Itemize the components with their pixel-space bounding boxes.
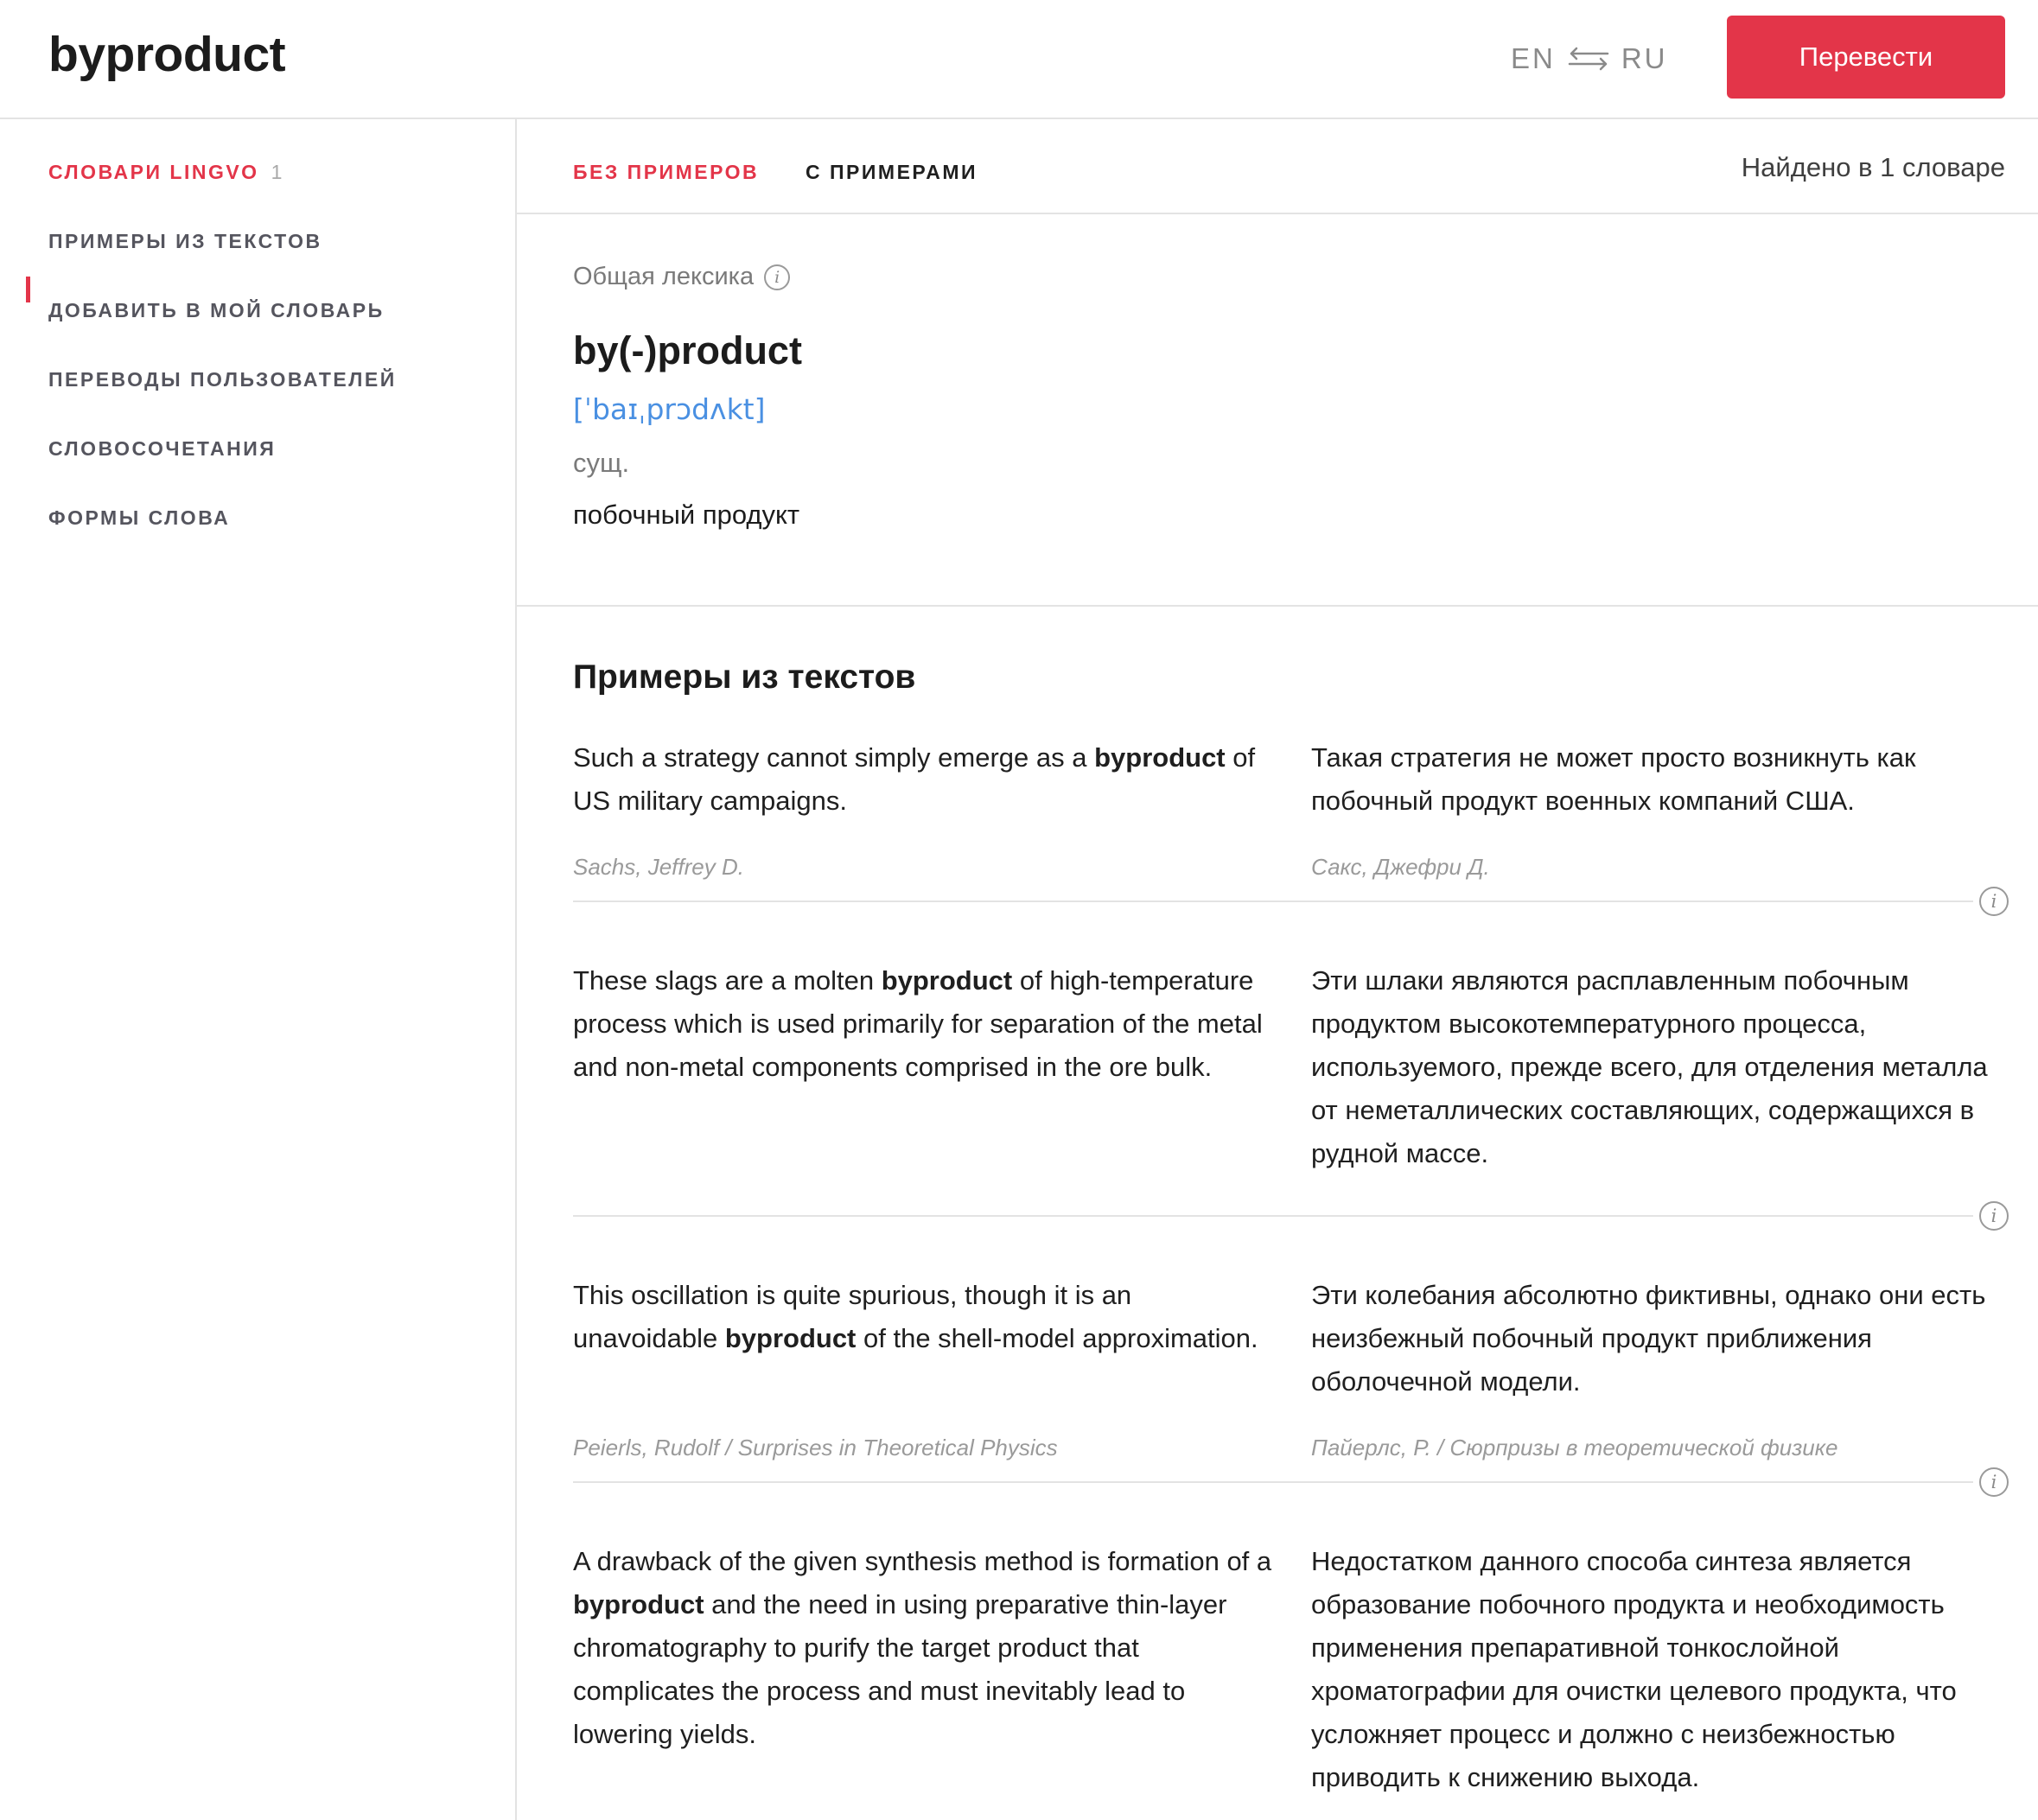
divider bbox=[573, 1481, 1973, 1483]
source-language[interactable]: EN bbox=[1511, 42, 1556, 74]
divider bbox=[573, 1215, 1973, 1217]
headword: by(-)product bbox=[573, 328, 802, 372]
dictionary-name bbox=[573, 263, 790, 291]
search-query[interactable]: byproduct bbox=[48, 27, 286, 82]
translation-meaning[interactable]: побочный продукт bbox=[573, 500, 800, 530]
divider bbox=[573, 900, 1973, 902]
example-text-en: These slags are a molten byproduct of high-temperature process which is used primarily for separation of the metal and non-metal components comprised in the ore bulk. bbox=[573, 965, 1263, 1082]
example-text-ru: Эти колебания абсолютно фиктивны, однако они есть неизбежный побочный продукт приближения оболочечной модели. bbox=[1311, 1280, 1986, 1397]
example-info-button[interactable] bbox=[1979, 1201, 2009, 1231]
target-language[interactable]: RU bbox=[1621, 42, 1668, 74]
info-icon[interactable]: i bbox=[1979, 1467, 2009, 1497]
found-count: Найдено в 1 словаре bbox=[1741, 152, 2005, 182]
tabs-bar bbox=[517, 119, 2038, 214]
sidebar bbox=[0, 119, 517, 1820]
swap-arrows-icon[interactable] bbox=[1568, 46, 1609, 72]
sidebar-item-lingvo-dictionaries[interactable] bbox=[48, 161, 284, 184]
example-text-ru: Эти шлаки являются расплавленным побочным продуктом высокотемпературного процесса, используемого, прежде всего, для отделения металла от неметаллических составляющих, содержащихся в рудной массе. bbox=[1311, 965, 1988, 1168]
tab-with-examples[interactable]: С ПРИМЕРАМИ bbox=[806, 161, 978, 183]
tab-without-examples[interactable]: БЕЗ ПРИМЕРОВ bbox=[573, 161, 760, 183]
example-source-en: Sachs, Jeffrey D. bbox=[573, 854, 744, 880]
sidebar-item-text-examples[interactable]: ПРИМЕРЫ ИЗ ТЕКСТОВ bbox=[48, 230, 322, 252]
example-info-button[interactable] bbox=[1979, 887, 2009, 916]
sidebar-item-user-translations[interactable]: ПЕРЕВОДЫ ПОЛЬЗОВАТЕЛЕЙ bbox=[48, 368, 397, 391]
transcription[interactable]: [ˈbaɪˌprɔdʌkt] bbox=[573, 392, 766, 426]
example-text-en: This oscillation is quite spurious, though it is an unavoidable byproduct of the shell-model approximation. bbox=[573, 1280, 1258, 1353]
language-switch[interactable] bbox=[1511, 41, 1668, 76]
examples-title: Примеры из текстов bbox=[573, 659, 916, 696]
sidebar-item-count: 1 bbox=[271, 161, 284, 183]
example-source-en: Peierls, Rudolf / Surprises in Theoretical Physics bbox=[573, 1435, 1058, 1460]
info-icon[interactable]: i bbox=[1979, 887, 2009, 916]
example-text-en: A drawback of the given synthesis method is formation of a byproduct and the need in using preparative thin-layer chromatography to purify the target product that complicates the process and must inevitably lead to lowering yields. bbox=[573, 1546, 1272, 1749]
part-of-speech: сущ. bbox=[573, 448, 630, 478]
example-text-ru: Такая стратегия не может просто возникнуть как побочный продукт военных компаний США. bbox=[1311, 742, 1916, 816]
dictionary-entry bbox=[517, 214, 2038, 607]
sidebar-item-phrases[interactable]: СЛОВОСОЧЕТАНИЯ bbox=[48, 437, 277, 460]
example-source-ru: Пайерлс, Р. / Сюрпризы в теоретической физике bbox=[1311, 1435, 1838, 1460]
sidebar-item-word-forms[interactable]: ФОРМЫ СЛОВА bbox=[48, 506, 231, 529]
example-text-ru: Недостатком данного способа синтеза является образование побочного продукта и необходимость применения препаративной тонкослойной хроматографии для очистки целевого продукта, что усложняет процесс и должно с неизбежностью приводить к снижению выхода. bbox=[1311, 1546, 1957, 1792]
example-info-button[interactable] bbox=[1979, 1467, 2009, 1497]
sidebar-item-add-to-dictionary[interactable]: ДОБАВИТЬ В МОЙ СЛОВАРЬ bbox=[48, 299, 385, 321]
active-indicator bbox=[26, 277, 30, 302]
dictionary-name-label: Общая лексика bbox=[573, 263, 755, 290]
info-icon[interactable]: i bbox=[764, 264, 790, 290]
example-text-en: Such a strategy cannot simply emerge as a byproduct of US military campaigns. bbox=[573, 742, 1256, 816]
sidebar-item-label: СЛОВАРИ LINGVO bbox=[48, 161, 259, 183]
header bbox=[0, 0, 2038, 119]
translate-button[interactable]: Перевести bbox=[1727, 16, 2005, 99]
info-icon[interactable]: i bbox=[1979, 1201, 2009, 1231]
example-source-ru: Сакс, Джефри Д. bbox=[1311, 854, 1490, 880]
